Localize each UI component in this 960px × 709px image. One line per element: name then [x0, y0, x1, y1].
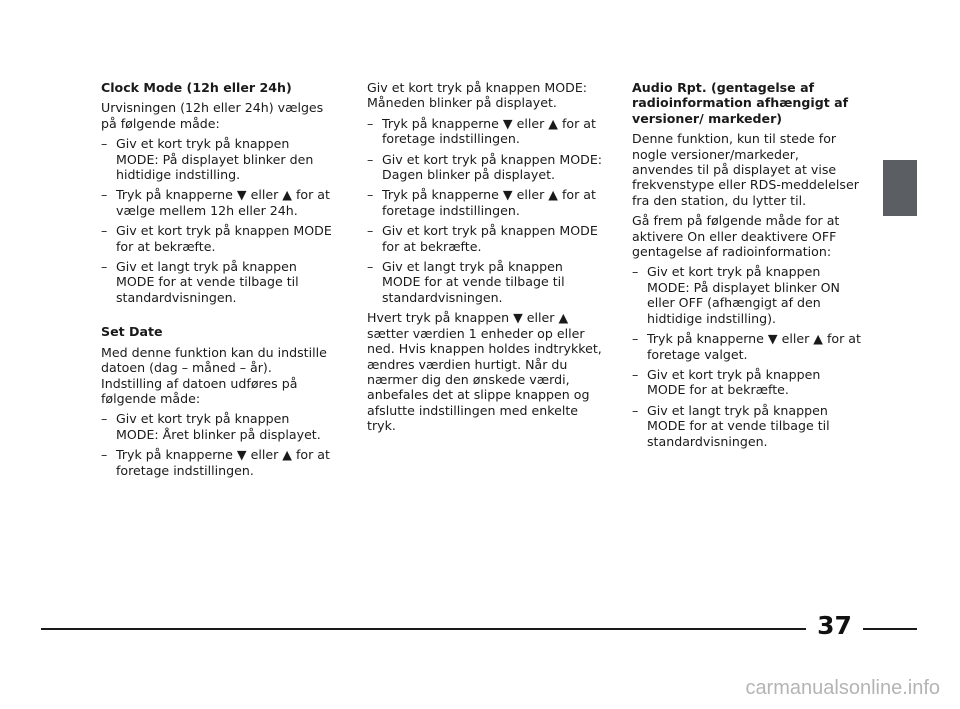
list-item: – Tryk på knapperne ▼ eller ▲ for at foretage indstillingen. — [101, 447, 333, 478]
month-intro: Giv et kort tryk på knappen MODE: Måneden blinker på displayet. — [367, 80, 588, 111]
set-date-intro: Med denne funktion kan du indstille datoen (dag – måned – år). Indstilling af datoen udføres på følgende måde: — [101, 344, 327, 406]
column-3 — [632, 80, 862, 454]
clock-mode-heading: Clock Mode (12h eller 24h) — [101, 80, 292, 95]
button-note: Hvert tryk på knappen ▼ eller ▲ sætter værdien 1 enheder op eller ned. Hvis knappen holdes indtrykket, ændres værdien hurtigt. Når du nærmer dig den ønskede værdi, anbefales det at slippe knappen og afslutte indstillingen med enkelte tryk. — [367, 310, 602, 434]
clock-mode-intro: Urvisningen (12h eller 24h) vælges på følgende måde: — [101, 100, 324, 131]
list-item: – Tryk på knapperne ▼ eller ▲ for at foretage indstillingen. — [367, 116, 603, 147]
list-item: – Tryk på knapperne ▼ eller ▲ for at vælge mellem 12h eller 24h. — [101, 187, 333, 218]
section-tab-marker — [883, 160, 917, 216]
set-date-heading: Set Date — [101, 324, 163, 340]
list-item: – Giv et kort tryk på knappen MODE for at bekræfte. — [367, 223, 603, 254]
list-item: – Giv et kort tryk på knappen MODE: På displayet blinker ON eller OFF (afhængigt af den hidtidige indstilling). — [632, 264, 862, 326]
list-item: – Tryk på knapperne ▼ eller ▲ for at foretage valget. — [632, 331, 862, 362]
watermark: carmanualsonline.info — [745, 677, 940, 699]
date-steps-continued — [367, 116, 603, 305]
audio-rpt-instructions: Gå frem på følgende måde for at aktivere On eller deaktivere OFF gentagelse af radioinformation: — [632, 213, 840, 260]
column-2 — [367, 80, 603, 439]
list-item: – Giv et kort tryk på knappen MODE for at bekræfte. — [101, 223, 333, 254]
footer-rule-left — [41, 628, 806, 630]
audio-rpt-intro: Denne funktion, kun til stede for nogle versioner/markeder, anvendes til på displayet at vise frekvenstype eller RDS-meddelelser fra den station, du lytter til. — [632, 131, 859, 208]
column-1 — [101, 80, 333, 483]
list-item: – Tryk på knapperne ▼ eller ▲ for at foretage indstillingen. — [367, 187, 603, 218]
list-item: – Giv et kort tryk på knappen MODE: Dagen blinker på displayet. — [367, 152, 603, 183]
list-item: – Giv et langt tryk på knappen MODE for at vende tilbage til standardvisningen. — [367, 259, 603, 305]
audio-rpt-heading: Audio Rpt. (gentagelse af radioinformation afhængigt af versioner/ markeder) — [632, 80, 849, 126]
page-number: 37 — [817, 611, 852, 640]
list-item: – Giv et langt tryk på knappen MODE for at vende tilbage til standardvisningen. — [632, 403, 862, 449]
list-item: – Giv et langt tryk på knappen MODE for at vende tilbage til standardvisningen. — [101, 259, 333, 305]
list-item: – Giv et kort tryk på knappen MODE: Året blinker på displayet. — [101, 411, 333, 442]
list-item: – Giv et kort tryk på knappen MODE: På displayet blinker den hidtidige indstilling. — [101, 136, 333, 182]
clock-mode-steps — [101, 136, 333, 305]
set-date-steps — [101, 411, 333, 478]
list-item: – Giv et kort tryk på knappen MODE for at bekræfte. — [632, 367, 862, 398]
footer-rule-right — [863, 628, 917, 630]
audio-rpt-steps — [632, 264, 862, 448]
